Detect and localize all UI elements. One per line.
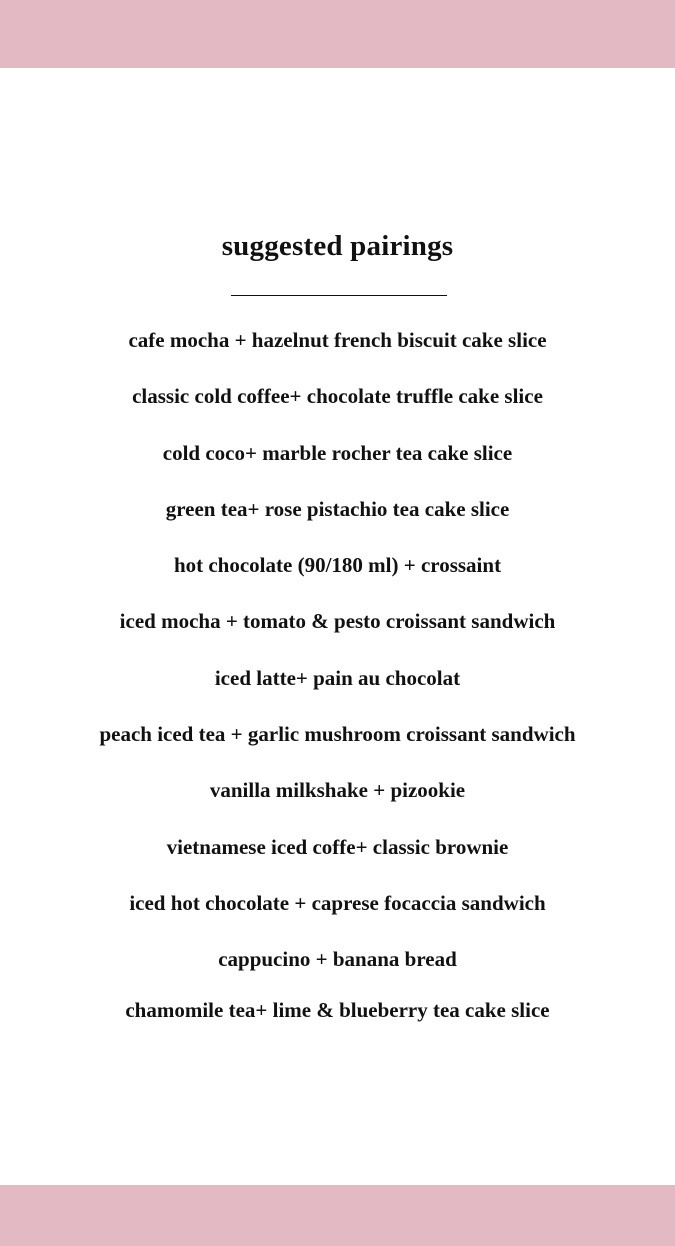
top-color-band <box>0 0 675 68</box>
list-item: vanilla milkshake + pizookie <box>209 778 466 803</box>
list-item: hot chocolate (90/180 ml) + crossaint <box>173 553 502 578</box>
list-item: chamomile tea+ lime & blueberry tea cake slice <box>125 997 550 1022</box>
list-item: vietnamese iced coffe+ classic brownie <box>166 834 509 859</box>
list-item: iced hot chocolate + caprese focaccia sandwich <box>129 890 546 915</box>
page-title: suggested pairings <box>221 230 454 262</box>
title-underline <box>231 295 447 296</box>
list-item: classic cold coffee+ chocolate truffle cake slice <box>132 384 543 409</box>
list-item: cappucino + banana bread <box>218 947 457 972</box>
list-item: cold coco+ marble rocher tea cake slice <box>162 440 513 465</box>
pairings-list <box>0 320 675 1030</box>
list-item: iced mocha + tomato & pesto croissant sandwich <box>119 609 556 634</box>
list-item: green tea+ rose pistachio tea cake slice <box>165 496 510 521</box>
bottom-color-band <box>0 1185 675 1246</box>
list-item: iced latte+ pain au chocolat <box>214 665 461 690</box>
list-item: cafe mocha + hazelnut french biscuit cake slice <box>128 328 547 352</box>
list-item: peach iced tea + garlic mushroom croissant sandwich <box>99 722 576 747</box>
